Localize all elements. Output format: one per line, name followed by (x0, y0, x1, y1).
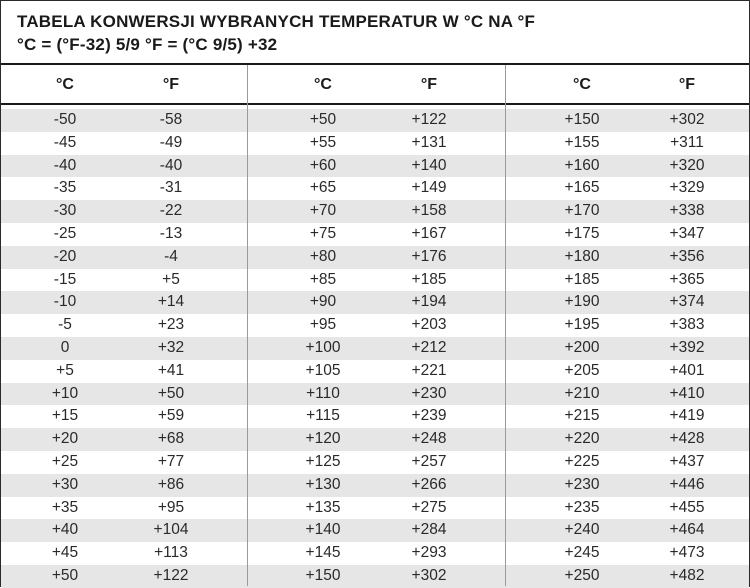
celsius-cell: +200 (564, 339, 600, 356)
fahrenheit-cell: +473 (669, 544, 705, 562)
fahrenheit-cell: +401 (669, 361, 705, 379)
celsius-cell: +70 (309, 202, 337, 220)
fahrenheit-cell: +122 (411, 111, 447, 128)
fahrenheit-cell: +149 (411, 179, 447, 197)
table-row (1, 155, 749, 178)
celsius-cell: +55 (309, 133, 337, 151)
celsius-cell: +25 (51, 453, 79, 470)
celsius-cell: +100 (305, 339, 341, 356)
fahrenheit-cell: +68 (157, 430, 185, 448)
fahrenheit-cell: +284 (411, 521, 447, 539)
celsius-cell: +185 (564, 270, 600, 288)
fahrenheit-cell: +347 (669, 225, 705, 242)
fahrenheit-cell: +104 (153, 521, 189, 539)
fahrenheit-cell: +113 (154, 544, 188, 562)
celsius-cell: +60 (309, 156, 337, 174)
celsius-cell: -25 (53, 225, 77, 242)
celsius-cell: +180 (564, 247, 600, 265)
header-fahrenheit-2: °F (420, 76, 438, 93)
table-row (1, 565, 749, 588)
celsius-cell: +245 (564, 544, 600, 562)
fahrenheit-cell: -13 (159, 225, 183, 242)
fahrenheit-cell: +311 (670, 133, 704, 151)
celsius-cell: +140 (305, 521, 341, 539)
fahrenheit-cell: +392 (669, 339, 705, 356)
table-row (1, 200, 749, 223)
table-row (1, 291, 749, 314)
celsius-cell: +30 (51, 475, 79, 493)
celsius-cell: +65 (309, 179, 337, 197)
fahrenheit-cell: +5 (162, 270, 180, 288)
celsius-cell: +225 (564, 453, 600, 470)
celsius-cell: +50 (309, 111, 337, 128)
table-body (1, 109, 749, 586)
fahrenheit-cell: +437 (669, 453, 705, 470)
fahrenheit-cell: -22 (159, 202, 183, 220)
fahrenheit-cell: +329 (669, 179, 705, 197)
header-celsius-2: °C (314, 76, 332, 93)
celsius-cell: +120 (305, 430, 341, 448)
table-row (1, 383, 749, 406)
header-celsius-1: °C (56, 76, 74, 93)
fahrenheit-cell: +86 (157, 475, 185, 493)
table-row (1, 360, 749, 383)
celsius-cell: +205 (564, 361, 600, 379)
fahrenheit-cell: +185 (411, 270, 447, 288)
fahrenheit-cell: +23 (157, 316, 185, 334)
table-row (1, 474, 749, 497)
celsius-cell: -45 (53, 133, 77, 151)
fahrenheit-cell: +212 (411, 339, 447, 356)
celsius-cell: +35 (51, 498, 79, 516)
table-row (1, 314, 749, 337)
celsius-cell: +150 (564, 111, 600, 128)
fahrenheit-cell: +383 (669, 316, 705, 334)
fahrenheit-cell: +140 (411, 156, 447, 174)
fahrenheit-cell: +95 (157, 498, 185, 516)
header-celsius-3: °C (573, 76, 591, 93)
table-row (1, 451, 749, 474)
fahrenheit-cell: +230 (411, 384, 447, 402)
fahrenheit-cell: +203 (411, 316, 447, 334)
celsius-cell: -50 (53, 111, 77, 128)
celsius-cell: -30 (53, 202, 77, 220)
table-row (1, 497, 749, 520)
fahrenheit-cell: +293 (411, 544, 447, 562)
celsius-cell: -10 (53, 293, 77, 311)
celsius-cell: +215 (564, 407, 600, 425)
celsius-cell: +220 (564, 430, 600, 448)
celsius-cell: +145 (305, 544, 341, 562)
table-row (1, 177, 749, 200)
celsius-cell: +135 (305, 498, 341, 516)
celsius-cell: +90 (309, 293, 337, 311)
header-fahrenheit-3: °F (678, 76, 696, 93)
fahrenheit-cell: +50 (157, 384, 185, 402)
fahrenheit-cell: -49 (159, 133, 183, 151)
fahrenheit-cell: +194 (411, 293, 447, 311)
celsius-cell: +45 (51, 544, 79, 562)
table-row (1, 542, 749, 565)
celsius-cell: +175 (564, 225, 600, 242)
column-group-divider-1 (247, 65, 248, 586)
table-row (1, 519, 749, 542)
fahrenheit-cell: -58 (159, 111, 183, 128)
celsius-cell: +105 (305, 361, 341, 379)
celsius-cell: -20 (53, 247, 77, 265)
celsius-cell: +110 (306, 384, 340, 402)
fahrenheit-cell: +239 (411, 407, 447, 425)
fahrenheit-cell: -4 (164, 247, 178, 265)
fahrenheit-cell: +302 (669, 111, 705, 128)
fahrenheit-cell: +167 (411, 225, 447, 242)
table-row (1, 246, 749, 269)
fahrenheit-cell: +131 (411, 133, 447, 151)
celsius-cell: 0 (60, 339, 70, 356)
table-row (1, 405, 749, 428)
celsius-cell: +165 (564, 179, 600, 197)
fahrenheit-cell: +14 (157, 293, 185, 311)
fahrenheit-cell: +275 (411, 498, 447, 516)
table-row (1, 223, 749, 246)
celsius-cell: -35 (53, 179, 77, 197)
celsius-cell: +170 (564, 202, 600, 220)
fahrenheit-cell: +248 (411, 430, 447, 448)
celsius-cell: +75 (309, 225, 337, 242)
celsius-cell: +15 (51, 407, 79, 425)
celsius-cell: -40 (53, 156, 77, 174)
table-row (1, 132, 749, 155)
fahrenheit-cell: +59 (157, 407, 185, 425)
fahrenheit-cell: +221 (411, 361, 447, 379)
table-row (1, 337, 749, 360)
fahrenheit-cell: +446 (669, 475, 705, 493)
fahrenheit-cell: +266 (411, 475, 447, 493)
fahrenheit-cell: +428 (669, 430, 705, 448)
celsius-cell: +230 (564, 475, 600, 493)
celsius-cell: +80 (309, 247, 337, 265)
column-group-divider-2 (505, 65, 506, 586)
celsius-cell: +95 (309, 316, 337, 334)
fahrenheit-cell: -40 (159, 156, 183, 174)
celsius-cell: +20 (51, 430, 79, 448)
fahrenheit-cell: +356 (669, 247, 705, 265)
celsius-cell: +130 (305, 475, 341, 493)
fahrenheit-cell: +176 (411, 247, 447, 265)
celsius-cell: -15 (53, 270, 77, 288)
celsius-cell: +150 (305, 567, 341, 584)
fahrenheit-cell: +77 (157, 453, 185, 470)
fahrenheit-cell: -31 (159, 179, 183, 197)
fahrenheit-cell: +320 (669, 156, 705, 174)
fahrenheit-cell: +482 (669, 567, 705, 584)
fahrenheit-cell: +122 (153, 567, 189, 584)
celsius-cell: +10 (51, 384, 79, 402)
fahrenheit-cell: +410 (669, 384, 705, 402)
table-title: TABELA KONWERSJI WYBRANYCH TEMPERATUR W °C NA °F (17, 12, 536, 31)
celsius-cell: +190 (564, 293, 600, 311)
celsius-cell: +160 (564, 156, 600, 174)
fahrenheit-cell: +365 (669, 270, 705, 288)
celsius-cell: +115 (306, 407, 340, 425)
fahrenheit-cell: +338 (669, 202, 705, 220)
fahrenheit-cell: +158 (411, 202, 447, 220)
celsius-cell: +250 (564, 567, 600, 584)
header-rule (1, 103, 749, 105)
fahrenheit-cell: +419 (669, 407, 705, 425)
table-row (1, 109, 749, 132)
celsius-cell: +40 (51, 521, 79, 539)
celsius-cell: +85 (309, 270, 337, 288)
celsius-cell: +5 (56, 361, 74, 379)
celsius-cell: -5 (58, 316, 72, 334)
fahrenheit-cell: +455 (669, 498, 705, 516)
celsius-cell: +210 (564, 384, 600, 402)
table-row (1, 428, 749, 451)
celsius-cell: +50 (51, 567, 79, 584)
fahrenheit-cell: +302 (411, 567, 447, 584)
title-block (17, 10, 739, 56)
fahrenheit-cell: +464 (669, 521, 705, 539)
celsius-cell: +195 (564, 316, 600, 334)
fahrenheit-cell: +257 (411, 453, 447, 470)
fahrenheit-cell: +32 (157, 339, 185, 356)
fahrenheit-cell: +374 (669, 293, 705, 311)
conversion-formulas: °C = (°F-32) 5/9 °F = (°C 9/5) +32 (17, 35, 278, 54)
celsius-cell: +240 (564, 521, 600, 539)
celsius-cell: +125 (305, 453, 341, 470)
celsius-cell: +235 (564, 498, 600, 516)
fahrenheit-cell: +41 (157, 361, 185, 379)
header-fahrenheit-1: °F (162, 76, 180, 93)
celsius-cell: +155 (564, 133, 600, 151)
table-row (1, 269, 749, 292)
